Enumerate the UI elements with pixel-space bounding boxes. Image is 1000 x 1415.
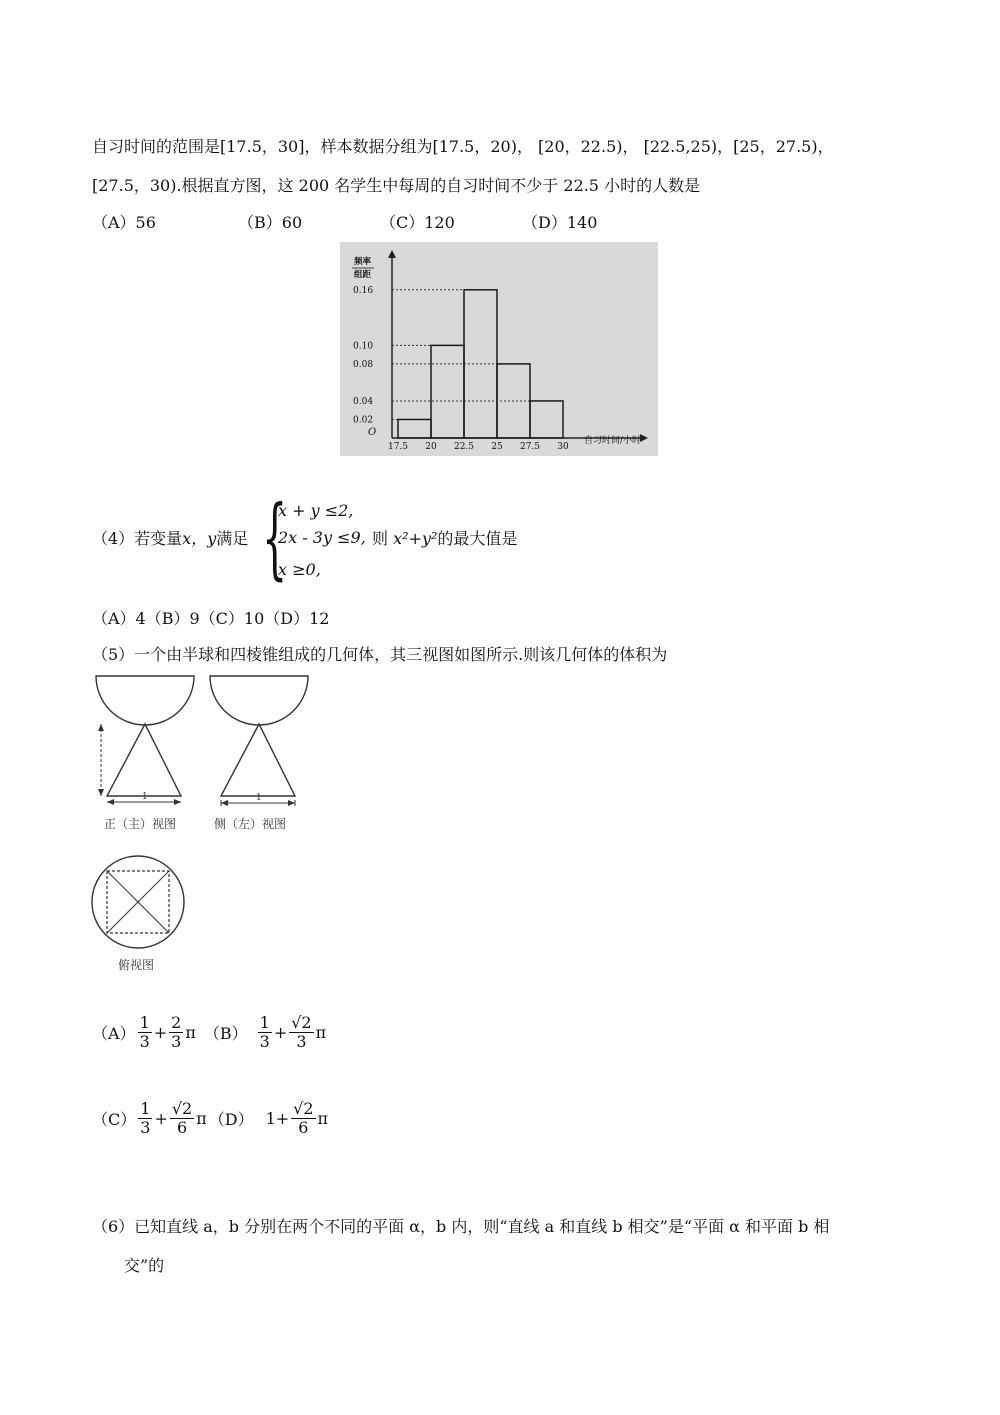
front-view-figure: [90, 672, 200, 808]
bar-1: [431, 345, 464, 438]
frac-c1: $\frac{1}{3}$: [140, 1099, 151, 1138]
x-ticks-group: [388, 442, 569, 452]
dim-arrow-right-icon: [174, 799, 181, 805]
y-tick-label-1: 0.04: [353, 396, 374, 407]
q3-line-2: [27.5，30).根据直方图，这 200 名学生中每周的自习时间不少于 22.5 小时的人数是: [92, 176, 701, 195]
x-tick-label-3: 25: [491, 442, 503, 452]
y-axis-arrow-icon: [388, 250, 396, 258]
q4-prefix: （4）若变量: [92, 529, 183, 548]
q5-stem: （5）一个由半球和四棱锥组成的几何体，其三视图如图所示.则该几何体的体积为: [92, 645, 668, 664]
q4-suffix-a: 则: [372, 529, 394, 548]
top-view-caption: 俯视图: [118, 958, 155, 972]
q4-constraint-2: 2x - 3y ≤9,: [278, 528, 366, 547]
q4-options: （A）4（B）9（C）10（D）12: [92, 609, 330, 628]
q5-option-d-label: （D）: [208, 1110, 254, 1130]
q4-stem: [92, 526, 248, 549]
dim-arrow-right-icon: [288, 800, 295, 806]
x-tick-label-5: 30: [557, 442, 569, 452]
frac-a1: $\frac{1}{3}$: [139, 1013, 150, 1052]
histogram-figure: [340, 242, 658, 456]
dim-arrow-left-icon: [107, 799, 114, 805]
y-tick-label-0: 0.02: [353, 415, 374, 426]
x-tick-label-2: 22.5: [453, 442, 475, 452]
pi-symbol: π: [317, 1109, 329, 1129]
one-plus: 1+: [265, 1109, 290, 1129]
side-pyramid: [221, 724, 295, 796]
histogram-svg: [340, 242, 658, 456]
frac-a2: $\frac{2}{3}$: [171, 1013, 182, 1052]
frac-c2: $\frac{√2}{6}$: [171, 1099, 193, 1138]
q3-option-b: （B）60: [238, 213, 303, 232]
x-tick-label-4: 27.5: [519, 442, 541, 452]
plus-sign: +: [154, 1109, 168, 1129]
bar-0: [398, 419, 431, 438]
pi-symbol: π: [315, 1023, 327, 1043]
frac-b2: $\frac{√2}{3}$: [291, 1013, 312, 1052]
q4-brace: {: [262, 486, 288, 589]
origin-label: O: [368, 427, 377, 438]
q5-options-row-1: [92, 1014, 326, 1052]
x-axis-title: 自习时间/小时: [584, 436, 642, 446]
q4-constraint-1: x + y ≤2,: [278, 501, 354, 520]
dim-arrow-up-icon: [98, 724, 104, 731]
q6-line-1: （6）已知直线 a，b 分别在两个不同的平面 α，b 内，则“直线 a 和直线 b 相交”是“平面 α 和平面 b 相: [92, 1217, 830, 1236]
y-tick-label-4: 0.16: [353, 285, 374, 296]
front-dim-label: 1: [142, 792, 148, 802]
plus-sign: +: [153, 1023, 168, 1043]
x-tick-label-1: 20: [425, 442, 437, 452]
y-ticks-group: [353, 286, 373, 426]
x-axis-arrow-icon: [640, 434, 648, 442]
frac-d1: $\frac{√2}{6}$: [293, 1099, 314, 1138]
q4-mid: 满足: [216, 529, 249, 548]
front-hemisphere: [96, 676, 194, 725]
top-view-figure: [88, 852, 188, 952]
q4-constraint-3: x ≥0,: [278, 560, 321, 579]
dim-arrow-left-icon: [221, 800, 228, 806]
x-tick-label-0: 17.5: [387, 442, 409, 452]
q4-suffix-b: 的最大值是: [437, 529, 518, 548]
q5-option-a-label: （A）: [92, 1024, 136, 1044]
bar-4: [530, 401, 563, 438]
y-tick-label-3: 0.10: [353, 341, 374, 352]
plus-sign: +: [273, 1023, 288, 1043]
q5-options-row-2: [92, 1100, 328, 1138]
y-tick-label-2: 0.08: [353, 359, 374, 370]
q6-line-2: 交”的: [124, 1256, 165, 1275]
ylabel-bottom: 组距: [354, 270, 372, 280]
ylabel-top: 频率: [354, 257, 372, 267]
side-view-caption: 侧（左）视图: [214, 817, 287, 831]
q3-option-c: （C）120: [380, 213, 455, 232]
q3-option-d: （D）140: [522, 213, 598, 232]
front-pyramid: [107, 724, 181, 796]
dim-arrow-down-icon: [98, 789, 104, 796]
pi-symbol: π: [196, 1109, 207, 1129]
q4-expr: x²+y²: [393, 529, 438, 548]
side-hemisphere: [210, 676, 308, 725]
q4-tail: [372, 526, 517, 549]
q4-vars: x，y: [182, 529, 217, 548]
q3-line-1: 自习时间的范围是[17.5，30]，样本数据分组为[17.5，20)， [20，22.5)， [22.5,25)，[25，27.5)，: [92, 137, 834, 156]
side-view-figure: [204, 672, 314, 808]
pi-symbol: π: [185, 1023, 196, 1043]
guides-group: [392, 290, 530, 420]
frac-b1: $\frac{1}{3}$: [259, 1013, 270, 1052]
q3-option-a: （A）56: [92, 213, 156, 232]
q5-option-c-label: （C）: [92, 1110, 137, 1130]
q5-option-b-label: （B）: [203, 1024, 248, 1044]
front-view-caption: 正（主）视图: [104, 817, 177, 831]
side-dim-label: 1: [256, 793, 262, 803]
